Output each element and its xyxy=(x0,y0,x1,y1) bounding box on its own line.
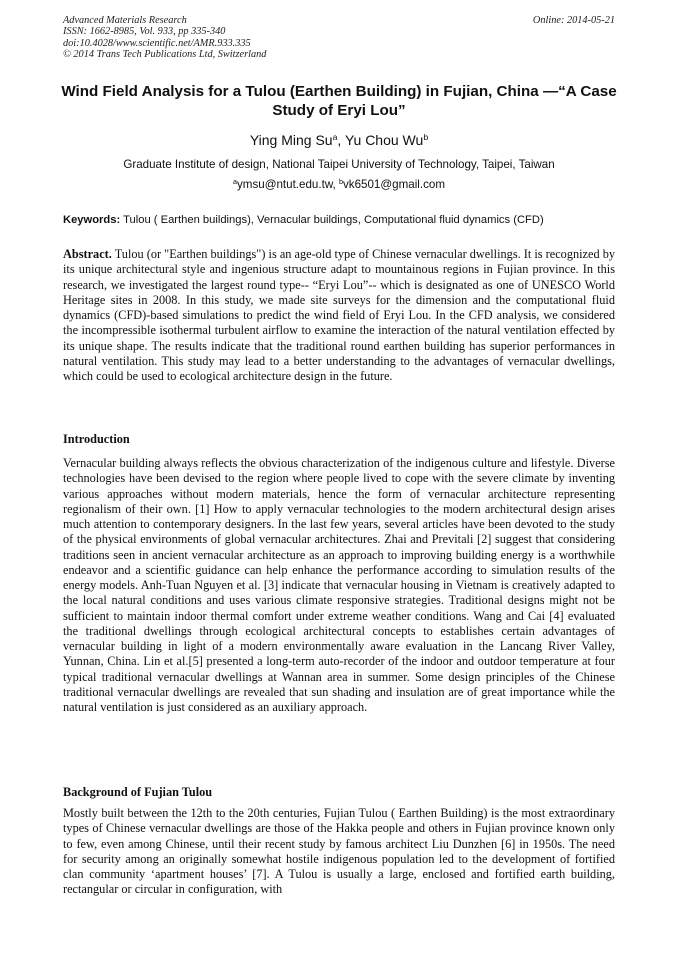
author-superscript: a xyxy=(332,132,338,143)
paper-title: Wind Field Analysis for a Tulou (Earthen Building) in Fujian, China —“A Case Study of Eryi Lou” xyxy=(61,83,617,119)
author-name: Ying Ming Su xyxy=(249,132,333,148)
online-date: Online: 2014-05-21 xyxy=(532,15,615,26)
journal-name: Advanced Materials Research xyxy=(63,15,187,26)
keywords-line xyxy=(63,214,615,226)
abstract-label: Abstract. xyxy=(63,247,112,261)
journal-header xyxy=(63,15,615,61)
author-list xyxy=(40,132,638,148)
author-name: Yu Chou Wu xyxy=(344,132,424,148)
copyright-line: © 2014 Trans Tech Publications Ltd, Switzerland xyxy=(63,49,267,61)
author-emails xyxy=(40,178,638,191)
abstract-paragraph xyxy=(63,247,615,384)
issn-line: ISSN: 1662-8985, Vol. 933, pp 335-340 xyxy=(63,26,226,38)
affiliation: Graduate Institute of design, National Taipei University of Technology, Taipei, Taiwan xyxy=(123,158,555,171)
section-heading-introduction: Introduction xyxy=(63,432,130,446)
author-separator: , xyxy=(337,132,345,148)
keywords-text: Tulou ( Earthen buildings), Vernacular buildings, Computational fluid dynamics (CFD) xyxy=(120,214,544,226)
author-superscript: b xyxy=(423,132,429,143)
abstract-text: Tulou (or "Earthen buildings") is an age-old type of Chinese vernacular dwellings. It is recognized by its unique architectural style and ingenious structure adapt to mountainous regions in Fujian province. In this research, we investigated the largest round type-- “Eryi Lou”-- which is designated as one of UNESCO World Heritage sites in 2008. In this study, we made site surveys for the dimension and the computational fluid dynamics (CFD)-based simulations to predict the wind field of Eryi Lou. In the CFD analysis, we considered the incompressible isothermal turbulent airflow to examine the interaction of the natural ventilation effected by its unique shape. The results indicate that the traditional round earthen building has superior performances in natural ventilation. This study may lead to a better understanding to the advantages of vernacular dwellings, which could be used to ecological architecture design in the future. xyxy=(63,247,615,383)
email-address: vk6501@gmail.com xyxy=(343,178,445,191)
email-superscript: b xyxy=(339,177,343,187)
doi-line: doi:10.4028/www.scientific.net/AMR.933.335 xyxy=(63,37,251,49)
introduction-paragraph: Vernacular building always reflects the obvious characterization of the indigenous culture and lifestyle. Diverse technologies have been devised to the region where people lived to cope with the severe climate by inventing various approaches without modern materials, hence the form of vernacular architecture representing regionalism of their own. [1] How to apply vernacular technologies to the modern architectural design arises much attention to contemporary designers. In the last few years, several articles have been devoted to the study of the physical environments of global vernacular architectures. Zhai and Previtali [2] suggest that considering traditions seen in ancient vernacular architecture as an approach to improving building energy is a worthwhile endeavor and a scientific guidance can help enhance the performance according to simulation results of the energy models. Anh-Tuan Nguyen et al. [3] indicate that vernacular housing in Vietnam is creatively adapted to the local natural conditions and uses various climate responsive strategies. Traditional designs might not be sufficient to maintain indoor thermal comfort under extreme weather conditions. Wang and Cai [4] evaluated the traditional dwellings through ecological architectural concepts to establishes certain advantages of vernacular building in light of a modern environmentally aware evaluation in the Lancang River Valley, Yunnan, China. Lin et al.[5] presented a long-term auto-recorder of the indoor and outdoor temperature at four typical traditional vernacular dwellings at Wannan area in summer. Some design principles of the Chinese traditional vernacular dwellings are revealed that sun shading and insulation are of great importance while the natural ventilation is just considered as an auxiliary approach. xyxy=(63,456,615,714)
email-address: ymsu@ntut.edu.tw, xyxy=(237,178,339,191)
background-paragraph: Mostly built between the 12th to the 20th centuries, Fujian Tulou ( Earthen Building) is the most extraordinary types of Chinese vernacular dwellings are those of the Hakka people and others in Fujian province known only to few, even among Chinese, until their recent study by famous architect Liu Dunzhen [6] in 1950s. The need for security among an originally somewhat hostile indigenous population led to the development of fortified clan community ‘apartment houses’ [7]. A Tulou is usually a large, enclosed and fortified earth building, rectangular or circular in configuration, with xyxy=(63,806,615,897)
section-heading-background: Background of Fujian Tulou xyxy=(63,785,213,799)
email-superscript: a xyxy=(233,177,237,187)
keywords-label: Keywords: xyxy=(63,214,121,226)
